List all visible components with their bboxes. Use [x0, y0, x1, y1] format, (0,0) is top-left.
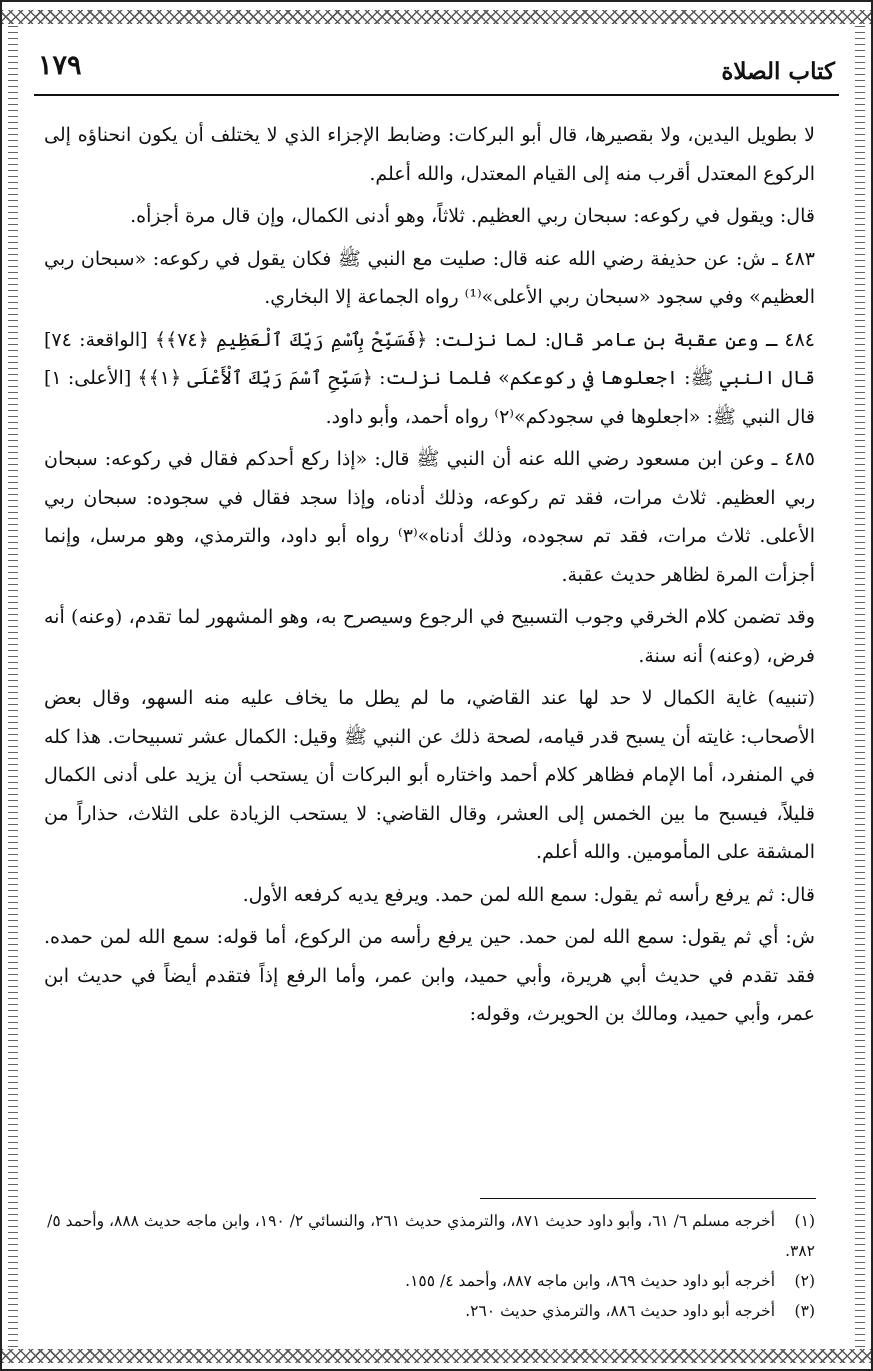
footnote [44, 1266, 815, 1296]
paragraph: (تنبيه) غاية الكمال لا حد لها عند القاضي، ما لم يطل ما يخاف عليه منه السهو، وقال بعض الأصحاب: غايته أن يسبح قدر قيامه، لصحة ذلك عن النبي ﷺ وقيل: الكمال عشر تسبيحات. هذا كله في المنفرد، أما الإمام فظاهر كلام أحمد واختاره أبو البركات أن يستحب أن يزيد على أدنى الكمال قليلاً، فيسبح ما بين الخمس إلى العشر، وقال القاضي: لا يستحب الزيادة على الثلاث، حذاراً من المشقة على المأمومين. والله أعلم. [44, 687, 815, 863]
paragraph: ٤٨٤ ـ وعن عقبة بن عامر قال: لما نزلت: ﴿فَسَبِّحْ بِٱسْمِ رَبِّكَ ٱلْعَظِيمِ ﴿٧٤﴾﴾ [الواقعة: ٧٤] قال النبي ﷺ: اجعلوها في ركوعكم» فلما نزلت: ﴿سَبِّحِ ٱسْمَ رَبِّكَ ٱلْأَعْلَى ﴿١﴾﴾ [الأعلى: ١] قال النبي ﷺ: «اجعلوها في سجودكم»⁽٢⁾ رواه أحمد، وأبو داود. [44, 328, 815, 428]
ornamental-border-right [855, 24, 865, 1347]
paragraph: ش: أي ثم يقول: سمع الله لمن حمد. حين يرفع رأسه من الركوع، أما قوله: سمع الله لمن حمده. فقد تقدم في حديث أبي هريرة، وأبي حميد، وابن عمر، وأما الرفع إذاً فتقدم أيضاً في حديث ابن عمر، وأبي حميد، ومالك بن الحويرث، وقوله: [44, 926, 815, 1025]
footnote-text: أخرجه مسلم ٦/ ٦١، وأبو داود حديث ٨٧١، والترمذي حديث ٢٦١، والنسائي ٢/ ١٩٠، وابن ماجه حديث ٨٨٨، وأحمد ٥/ ٣٨٢. [47, 1212, 815, 1260]
paragraph: قال: ويقول في ركوعه: سبحان ربي العظيم. ثلاثاً، وهو أدنى الكمال، وإن قال مرة أجزأه. [130, 205, 815, 227]
footnotes [44, 1206, 815, 1326]
footnote-number: (٢) [794, 1272, 815, 1290]
main-text [44, 116, 815, 1034]
paragraph: ٤٨٥ ـ وعن ابن مسعود رضي الله عنه أن النبي ﷺ قال: «إذا ركع أحدكم فقال في ركوعه: سبحان ربي العظيم. ثلاث مرات، فقد تم ركوعه، وذلك أدناه، وإذا سجد فقال في سجوده: سبحان ربي الأعلى. ثلاث مرات، فقد تم سجوده، وذلك أدناه»⁽٣⁾ رواه أبو داود، والترمذي، وهو مرسل، وإنما أجزأت المرة لظاهر حديث عقبة. [44, 448, 815, 586]
paragraph: ٤٨٣ ـ ش: عن حذيفة رضي الله عنه قال: صليت مع النبي ﷺ فكان يقول في ركوعه: «سبحان ربي العظيم» وفي سجود «سبحان ربي الأعلى»⁽¹⁾ رواه الجماعة إلا البخاري. [44, 247, 815, 308]
footnote [44, 1206, 815, 1266]
page-number: ١٧٩ [38, 50, 82, 81]
paragraph: وقد تضمن كلام الخرقي وجوب التسبيح في الرجوع وسيصرح به، وهو المشهور لما تقدم، (وعنه) أنه فرض، (وعنه) أنه سنة. [44, 606, 815, 667]
page-header [34, 50, 839, 96]
paragraph: لا بطويل اليدين، ولا بقصيرها، قال أبو البركات: وضابط الإجزاء الذي لا يختلف أن يكون انحناؤه إلى الركوع المعتدل أقرب منه إلى القيام المعتدل، والله أعلم. [44, 124, 815, 185]
ornamental-border-left [8, 24, 18, 1347]
footnote-separator [480, 1198, 816, 1199]
footnote-number: (٣) [794, 1302, 815, 1320]
chapter-title: كتاب الصلاة [721, 58, 835, 85]
ornamental-border-bottom [2, 1349, 871, 1363]
footnote-text: أخرجه أبو داود حديث ٨٦٩، وابن ماجه ٨٨٧، وأحمد ٤/ ١٥٥. [405, 1272, 775, 1290]
footnote-number: (١) [794, 1212, 815, 1230]
footnote [44, 1296, 815, 1326]
ornamental-border-top [2, 10, 871, 24]
footnote-text: أخرجه أبو داود حديث ٨٨٦، والترمذي حديث ٢٦٠. [465, 1302, 775, 1320]
paragraph: قال: ثم يرفع رأسه ثم يقول: سمع الله لمن حمد. ويرفع يديه كرفعه الأول. [242, 883, 815, 906]
